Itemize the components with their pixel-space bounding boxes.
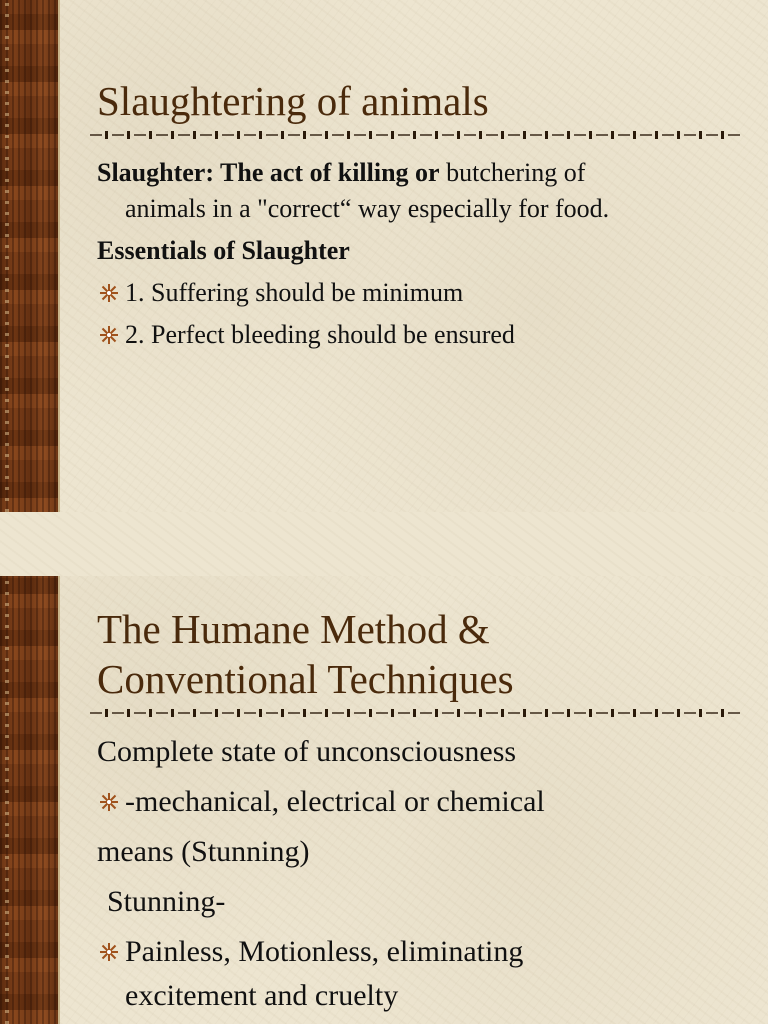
bullet-text: -mechanical, electrical or chemical bbox=[125, 785, 545, 818]
bullet-text-line-1: Painless, Motionless, eliminating bbox=[125, 935, 524, 968]
asterisk-star-icon bbox=[99, 792, 119, 812]
slide-2-title bbox=[97, 604, 514, 704]
slide-1-content bbox=[97, 155, 737, 353]
unconsciousness-line: Complete state of unconsciousness bbox=[97, 735, 517, 768]
title-divider bbox=[90, 130, 740, 140]
definition-bold: Slaughter: The act of killing or bbox=[97, 158, 440, 187]
wood-border bbox=[0, 0, 60, 512]
slide-2-title-line-2: Conventional Techniques bbox=[97, 656, 514, 702]
bullet-item bbox=[97, 780, 737, 824]
asterisk-star-icon bbox=[99, 325, 119, 345]
definition-line-1 bbox=[97, 155, 737, 191]
stunning-label: Stunning- bbox=[107, 885, 226, 918]
bullet-item bbox=[97, 317, 737, 353]
title-divider bbox=[90, 708, 740, 718]
slide-2-content bbox=[97, 730, 737, 1018]
slide-2-title-line-1: The Humane Method & bbox=[97, 606, 490, 652]
essentials-heading: Essentials of Slaughter bbox=[97, 236, 350, 265]
definition-rest: butchering of bbox=[439, 158, 586, 187]
slide-gap bbox=[0, 512, 768, 576]
definition-line-2: animals in a "correct“ way especially for food. bbox=[125, 194, 610, 223]
bullet-text: 1. Suffering should be minimum bbox=[125, 278, 464, 307]
slide-1-title: Slaughtering of animals bbox=[97, 78, 489, 124]
bullet-item bbox=[97, 930, 737, 1018]
bullet-item bbox=[97, 275, 737, 311]
bullet-text-line-2: excitement and cruelty bbox=[125, 979, 399, 1012]
wood-border bbox=[0, 576, 60, 1024]
means-line: means (Stunning) bbox=[97, 835, 310, 868]
bullet-text: 2. Perfect bleeding should be ensured bbox=[125, 320, 515, 349]
asterisk-star-icon bbox=[99, 942, 119, 962]
asterisk-star-icon bbox=[99, 283, 119, 303]
